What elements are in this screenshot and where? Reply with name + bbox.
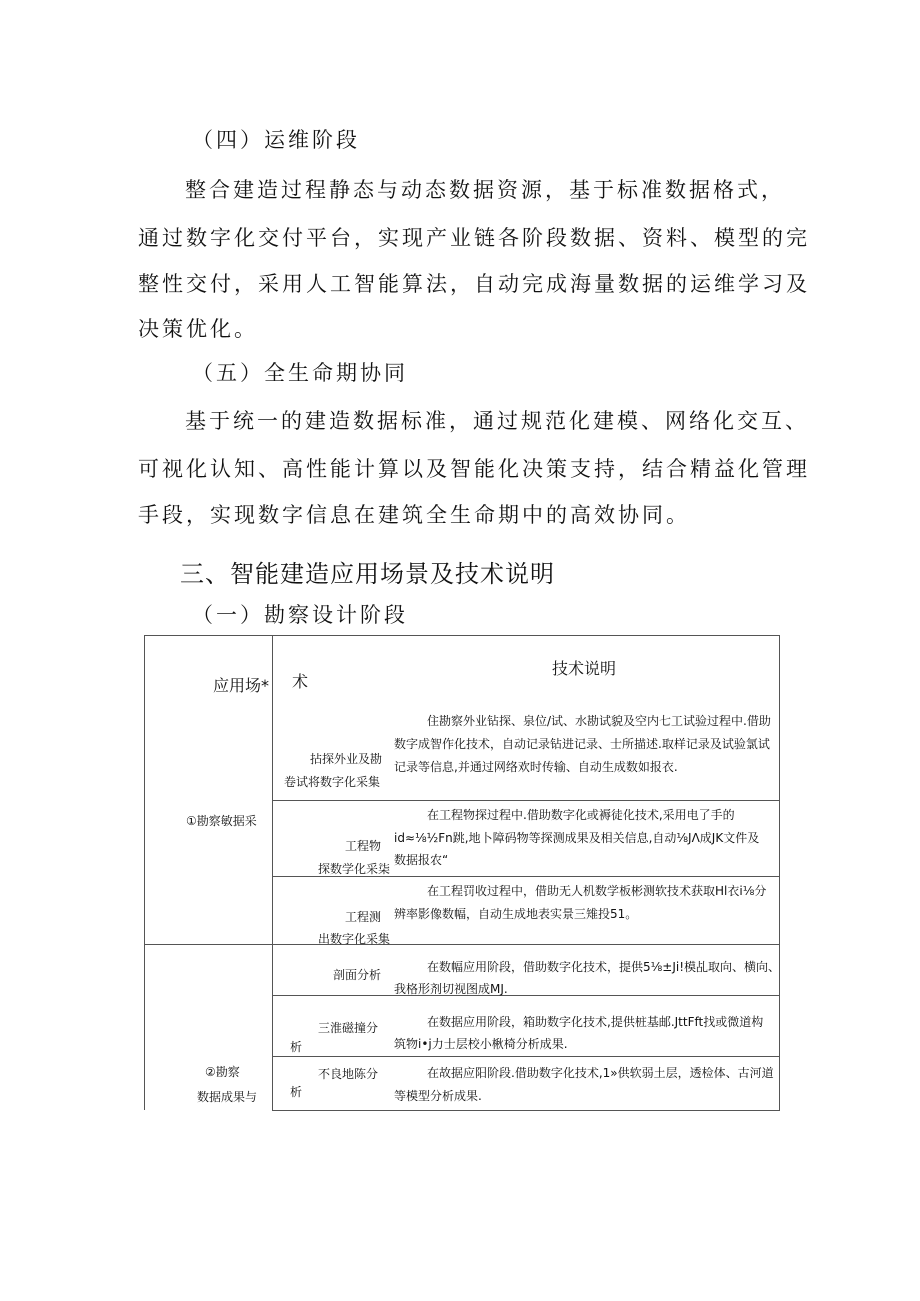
row-tech-label: 探数学化采柒 [318, 862, 391, 876]
section4-heading: （四）运维阶段 [192, 128, 360, 152]
chapter3-heading: 三、智能建造应用场景及技术说明 [180, 560, 555, 588]
row-description-line: 在数据应用阶段，箱助数字化技术,提供桩基邮.JttFft找或微道构 [427, 1015, 764, 1029]
table-border-top [144, 635, 780, 636]
row-tech-label: 不良地陈分 [318, 1067, 379, 1081]
row-tech-label: 工程物 [345, 839, 382, 853]
row-tech-label: 析 [290, 1085, 303, 1099]
section5-body-line: 可视化认知、高性能计算以及智能化决策支持，结合精益化管理 [138, 457, 810, 481]
table-bottom-line [272, 1110, 780, 1111]
section4-body-line: 决策优化。 [138, 317, 258, 341]
table-divider-col2 [272, 635, 273, 1110]
chapter3-sub-heading: （一）勘察设计阶段 [192, 603, 408, 627]
row-tech-label: 剖面分析 [333, 968, 382, 982]
group1-label: ①勘察敏据采 [186, 814, 257, 828]
table-row-line [272, 800, 780, 801]
section5-heading: （五）全生命期协同 [192, 361, 408, 385]
table-header-scene: 应用场* [213, 676, 270, 695]
table-border-left [144, 635, 145, 1110]
table-row-line [272, 995, 780, 996]
group2-label: ②勘察 [205, 1065, 240, 1079]
row-description-line: 筑物i•j力士层校小楸椅分析成果. [394, 1037, 568, 1051]
row-tech-label: 析 [290, 1040, 303, 1054]
row-description-line: 辨率影像数幅，自动生成地表实景三雉投51。 [394, 907, 638, 921]
group2-label: 数据成果与 [197, 1090, 258, 1104]
row-description-line: 在工程罚收过程中，借助无人机数学板彬测软技术获取Hl衣i⅛分 [427, 884, 767, 898]
row-description-line: 我格形剂切视图成MJ. [394, 982, 508, 996]
row-description-line: 在故据应阳阶段.借助数字化技术,1»供软弱土层，透检体、古河道 [427, 1066, 774, 1080]
row-description-line: 记录等信息,并通过网络欢时传输、自动生成数如报衣. [394, 760, 678, 774]
section5-body-line: 基于统一的建造数据标准，通过规范化建模、网络化交互、 [185, 409, 809, 433]
table-group-line [144, 944, 780, 945]
row-tech-label: 拈探外业及勘 [310, 752, 383, 766]
row-description-line: 住勘察外业钻探、泉位/试、水勘试貌及空内七工试验过程中.借助 [427, 714, 771, 728]
section4-body-line: 整合建造过程静态与动态数据资源，基于标准数据格式， [185, 178, 785, 202]
row-tech-label: 出数字化采集 [318, 932, 391, 946]
section4-body-line: 通过数字化交付平台，实现产业链各阶段数据、资料、模型的完 [138, 226, 810, 250]
row-tech-label: 三淮磁撞分 [318, 1021, 379, 1035]
row-description-line: 在工程物探过程中.借助数字化或褥徒化技术,采用电了手的 [427, 808, 735, 822]
table-header-tech: 术 [292, 672, 309, 691]
row-tech-label: 工程测 [345, 910, 382, 924]
row-description-line: 等模型分析成果. [394, 1089, 482, 1103]
row-tech-label: 卷试将数字化采集 [284, 775, 381, 789]
table-header-description: 技术说明 [552, 659, 617, 678]
table-border-right [779, 635, 780, 1110]
row-description-line: id≈⅛½Fn跳,地卜障码物等探测成果及相关信息,自动⅛JΛ成JK文件及 [394, 831, 760, 845]
row-description-line: 数字成智作化技术，自动记录钻进记录、士所描述.取样记录及试验氯试 [394, 737, 770, 751]
section5-body-line: 手段，实现数字信息在建筑全生命期中的高效协同。 [138, 503, 690, 527]
section4-body-line: 整性交付，采用人工智能算法，自动完成海量数据的运维学习及 [138, 272, 810, 296]
row-description-line: 在数幅应用阶段，借助数字化技术，提供5⅛±Ji!模乩取向、横向、 [427, 960, 781, 974]
table-row-line [272, 1056, 780, 1057]
row-description-line: 数据报农“ [394, 853, 449, 867]
